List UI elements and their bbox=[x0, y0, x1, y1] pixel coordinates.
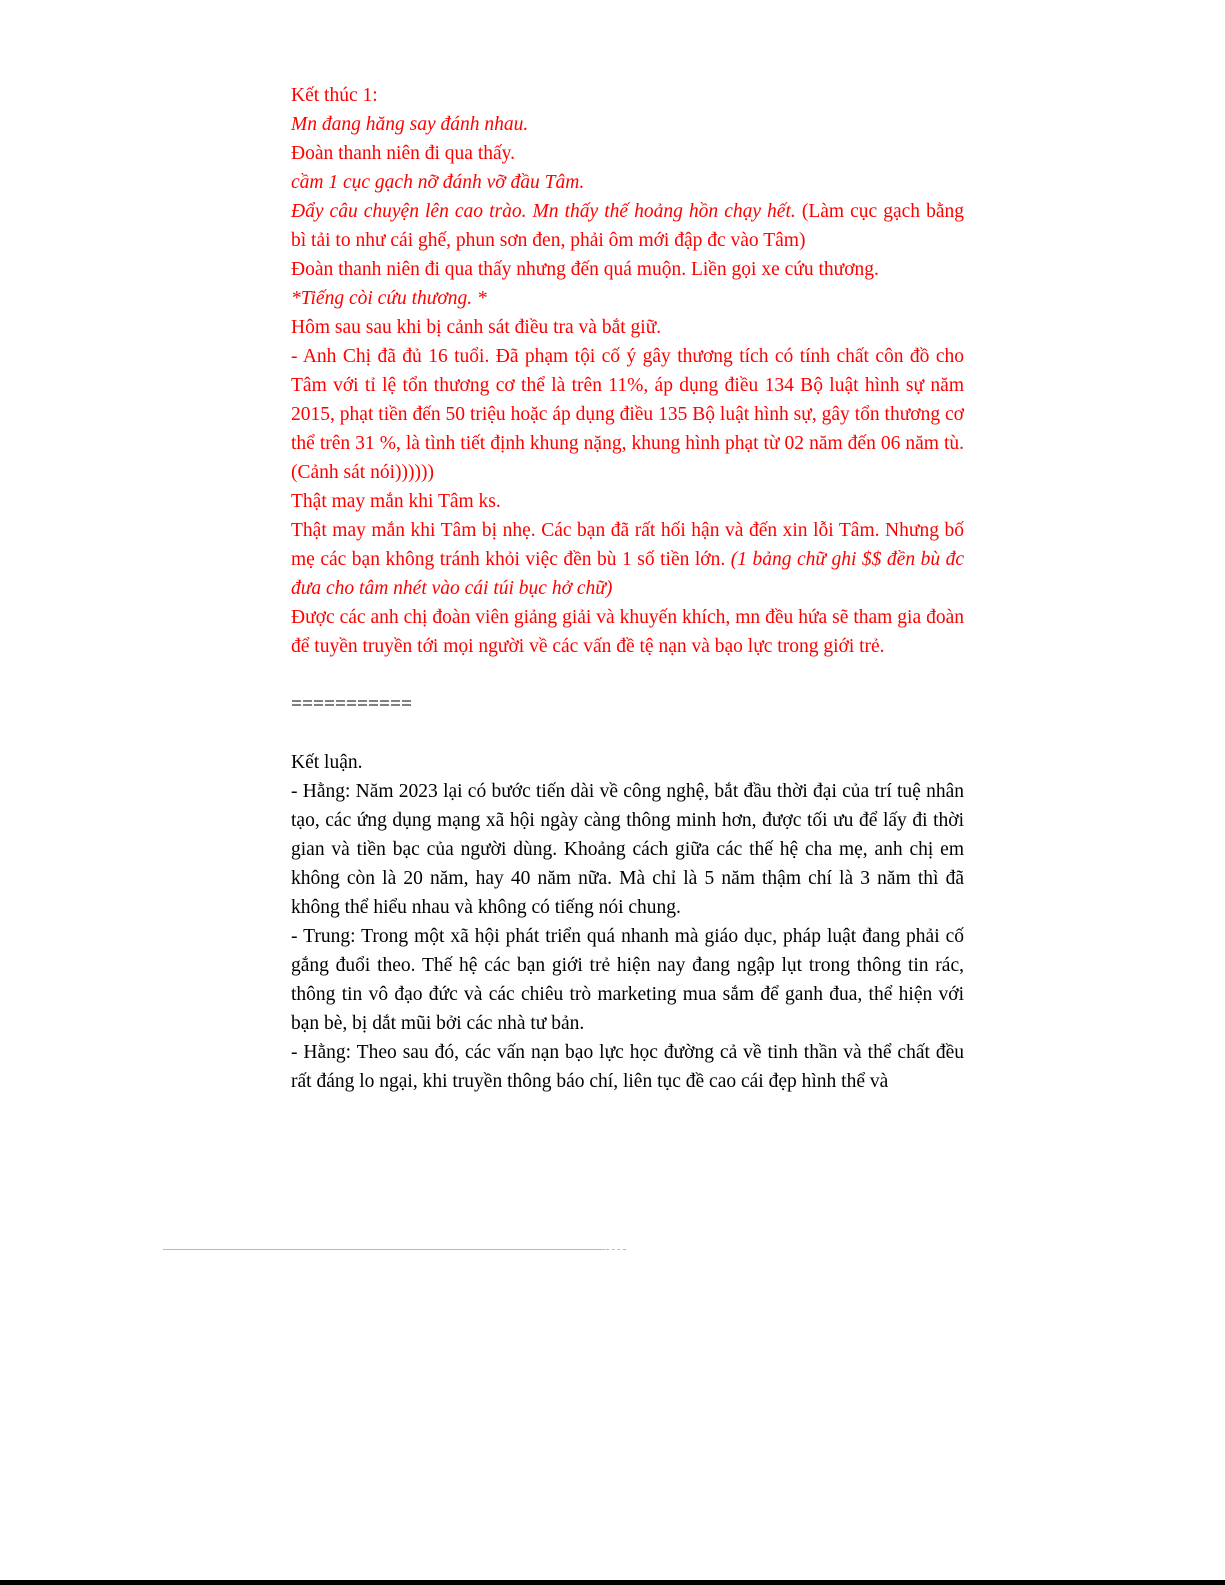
ending-line-3: cầm 1 cục gạch nỡ đánh vỡ đầu Tâm. bbox=[291, 172, 585, 193]
blank-line bbox=[291, 719, 964, 748]
ending-heading: Kết thúc 1: bbox=[291, 85, 378, 106]
ending-line-7: Hôm sau sau khi bị cảnh sát điều tra và bắt giữ. bbox=[291, 317, 662, 338]
ending-line-4-italic: Đẩy câu chuyện lên cao trào. Mn thấy thế hoảng hồn chạy hết. bbox=[291, 201, 796, 222]
page-content bbox=[291, 81, 964, 1096]
ending-line-10 bbox=[291, 516, 964, 603]
ending-line-10-italic: (1 bảng chữ ghi $$ đền bù đc đưa cho tâm nhét vào cái túi bục hở chữ) bbox=[291, 549, 964, 599]
ending-line-2: Đoàn thanh niên đi qua thấy. bbox=[291, 143, 516, 164]
ending-line-6: *Tiếng còi cứu thương. * bbox=[291, 288, 487, 309]
footnote-separator-line bbox=[163, 1249, 605, 1250]
page-bottom-edge bbox=[0, 1580, 1225, 1585]
ending-line-4-normal: (Làm cục gạch bằng bì tải to như cái ghế, phun sơn đen, phải ôm mới đập đc vào Tâm) bbox=[291, 201, 964, 251]
ending-line-4 bbox=[291, 197, 964, 255]
conclusion-para-1: - Hằng: Năm 2023 lại có bước tiến dài về công nghệ, bắt đầu thời đại của trí tuệ nhân tạo, các ứng dụng mạng xã hội ngày càng thông minh hơn, được tối ưu để lấy đi thời gian và tiền bạc của người dùng. Khoảng cách giữa các thế hệ cha mẹ, anh chị em không còn là 20 năm, hay 40 năm nữa. Mà chỉ là 5 năm thậm chí là 3 năm thì đã không thể hiểu nhau và không có tiếng nói chung. bbox=[291, 781, 964, 918]
ending-line-5: Đoàn thanh niên đi qua thấy nhưng đến quá muộn. Liền gọi xe cứu thương. bbox=[291, 259, 879, 280]
ending-line-9: Thật may mắn khi Tâm ks. bbox=[291, 491, 501, 512]
ending-line-10-normal: Thật may mắn khi Tâm bị nhẹ. Các bạn đã rất hối hận và đến xin lỗi Tâm. Nhưng bố mẹ các bạn không tránh khỏi việc đền bù 1 số tiền lớn. bbox=[291, 520, 964, 570]
conclusion-para-2: - Trung: Trong một xã hội phát triển quá nhanh mà giáo dục, pháp luật đang phải cố gắng đuổi theo. Thế hệ các bạn giới trẻ hiện nay đang ngập lụt trong thông tin rác, thông tin vô đạo đức và các chiêu trò marketing mua sắm để ganh đua, thể hiện với bạn bè, bị dắt mũi bởi các nhà tư bản. bbox=[291, 926, 964, 1034]
ending-line-1: Mn đang hăng say đánh nhau. bbox=[291, 114, 529, 135]
ending-line-11: Được các anh chị đoàn viên giảng giải và khuyến khích, mn đều hứa sẽ tham gia đoàn để tuyền truyền tới mọi người về các vấn đề tệ nạn và bạo lực trong giới trẻ. bbox=[291, 607, 964, 657]
ending-line-8: - Anh Chị đã đủ 16 tuổi. Đã phạm tội cố ý gây thương tích có tính chất côn đồ cho Tâm với tỉ lệ tổn thương cơ thể là trên 11%, áp dụng điều 134 Bộ luật hình sự năm 2015, phạt tiền đến 50 triệu hoặc áp dụng điều 135 Bộ luật hình sự, gây tổn thương cơ thể trên 31 %, là tình tiết định khung nặng, khung hình phạt từ 02 năm đến 06 năm tù. (Cảnh sát nói)))))) bbox=[291, 346, 964, 483]
conclusion-heading: Kết luận. bbox=[291, 752, 363, 773]
section-separator: =========== bbox=[291, 694, 412, 715]
conclusion-para-3: - Hằng: Theo sau đó, các vấn nạn bạo lực học đường cả về tinh thần và thể chất đều rất đáng lo ngại, khi truyền thông báo chí, liên tục đề cao cái đẹp hình thể và bbox=[291, 1042, 964, 1092]
footnote-separator-dash bbox=[606, 1249, 626, 1250]
